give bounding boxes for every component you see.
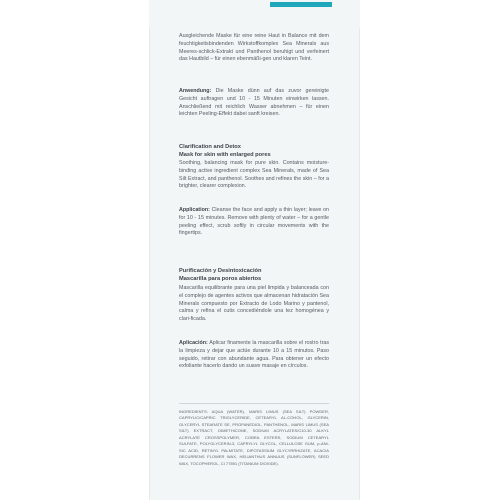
english-title: Clarification and Detox bbox=[179, 144, 241, 150]
english-intro: Soothing, balancing mask for pure skin. Contains moisture-binding active ingredient complex Sea Minerals, made of Sea Silt Extract, and panthenol. Soothes and refines the skin – for a brighter, clearer complexion. bbox=[179, 160, 329, 190]
german-description bbox=[179, 33, 329, 64]
english-usage-heading: Application: bbox=[179, 207, 210, 213]
spanish-description bbox=[179, 285, 329, 324]
english-usage bbox=[179, 207, 329, 238]
english-description bbox=[179, 160, 329, 191]
spanish-usage-text: Aplicar finamente la mascarilla sobre el rostro tras la limpieza y dejar que actúe durante 10 a 15 minutos. Paso seguido, retirar con abundante agua. Para obtener un efecto exfoliante hacerlo dando un suave masaje en círculos. bbox=[179, 340, 330, 370]
spanish-subtitle: Mascarilla para poros abiertos bbox=[179, 276, 262, 282]
ingredients-divider bbox=[179, 403, 329, 404]
german-usage bbox=[179, 88, 329, 119]
english-subtitle: Mask for skin with enlarged pores bbox=[179, 152, 271, 158]
accent-tab bbox=[270, 2, 332, 7]
german-usage-heading: Anwendung: bbox=[179, 88, 212, 94]
english-usage-text: Cleanse the face and apply a thin layer; leave on for 10 - 15 minutes. Remove with plenty of water – for a gentle peeling effect, scrub softly in circular movements with the fingertips. bbox=[179, 207, 329, 237]
german-intro: Ausgleichende Maske für eine reine Haut in Balance mit dem feuchtigkeitsbindenden Wirkstoffkomplex Sea Minerals aus Meeres-schlick-Extrakt und Panthenol beruhigt und verfeinert das Hautbild – für einen ebenmäßi-gen und klaren Teint. bbox=[179, 33, 329, 63]
spanish-usage-heading: Aplicación: bbox=[179, 340, 208, 346]
spanish-usage bbox=[179, 340, 329, 371]
spanish-title: Purificación y Desintoxicación bbox=[179, 268, 262, 274]
ingredients-list: INGREDIENTS: AQUA (WATER), MARIS LIMUS (SEA SILT) POWDER, CAPRYLIC/CAPRIC TRIGLYCERIDE, CETEARYL AL-COHOL, GLYCERIN, GLYCERYL STEARATE SE, PROPANEDIOL, PANTHENOL, MARIS LIMUS (SEA SILT) EXTRACT, DIMETHICONE, SODIUM ACRYLATES/C10-30 ALKYL ACRYLATE CROSSPOLYMER, COBRA ESTERS, SODIUM CETEARYL SULFATE, POLYGLYCERIN-3, CAPRYLYL GLYCOL, CELLULOSE GUM, p-ANI-SIC ACID, RETINYL PALMITATE, DIPOTASSIUM GLYCYRRHIZATE, ACACIA DECURRENS FLOWER WAX, HELIANTHUS ANNUUS (SUNFLOWER) SEED WAX, TOCOPHEROL, CI 77891 (TITANIUM DIOXIDE). bbox=[179, 409, 329, 466]
german-usage-text: Die Maske dünn auf das zuvor gereinigte Gesicht auftragen und 10 - 15 Minuten einwirken lassen. Anschließend mit reichlich Wasser abnehmen – für einen leichten Peeling-Effekt dabei sanft kreisen. bbox=[179, 88, 329, 118]
spanish-intro: Mascarilla equilibrante para una piel limpida y balanceada con el complejo de agentes activos que almacenan hidratación Sea Minerals compuesto por Extracto de Lodo Marino y pantenol, calma y refina el cutis concediéndole una tez homogénea y clari-ficada. bbox=[179, 285, 329, 322]
